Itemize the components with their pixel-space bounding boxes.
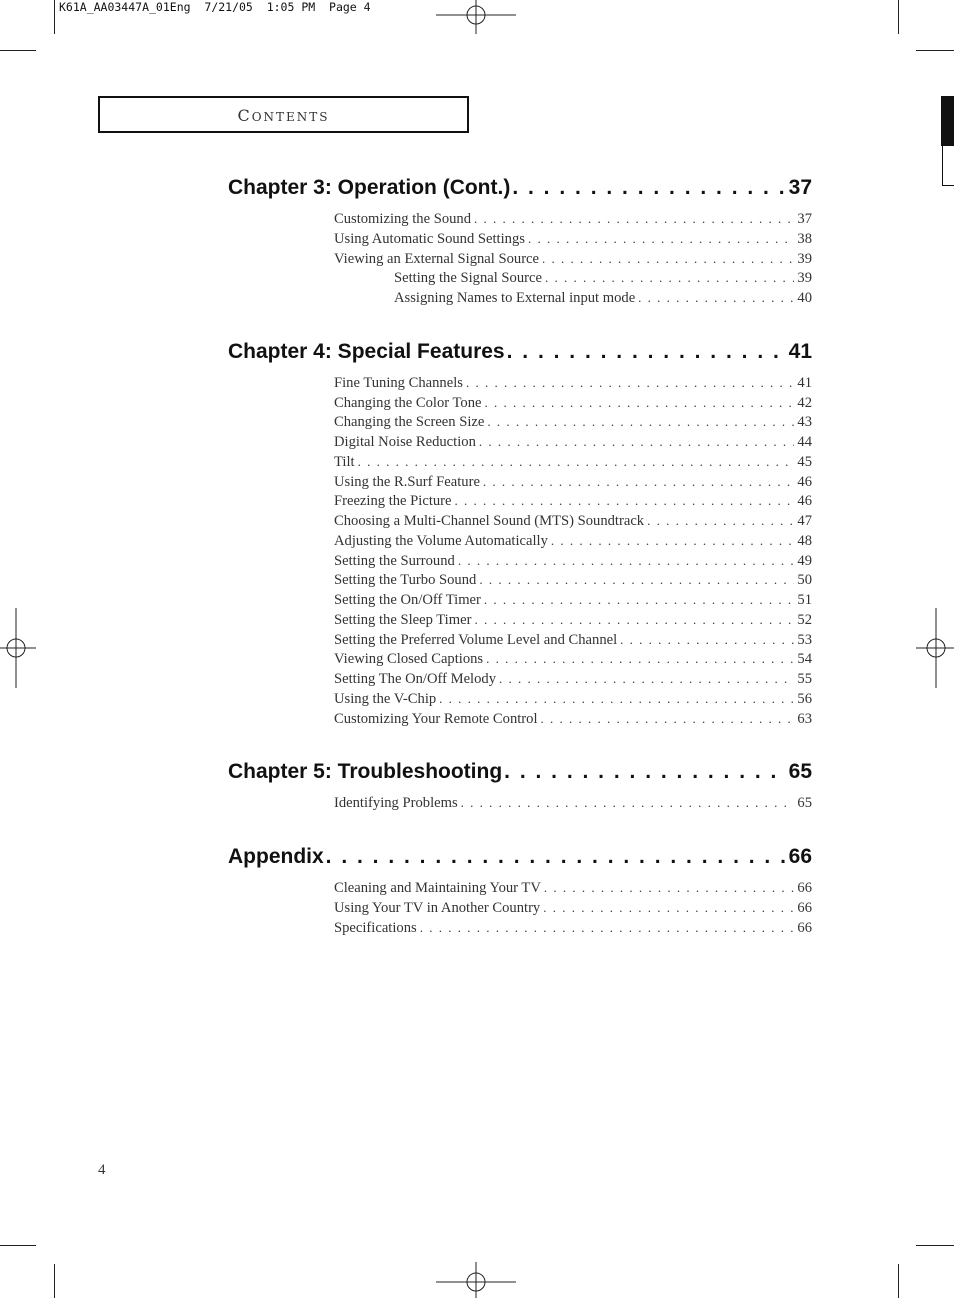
dot-leader — [638, 290, 794, 306]
entry-page: 66 — [797, 880, 812, 896]
entry-label: Viewing an External Signal Source — [334, 250, 540, 267]
dot-leader — [647, 513, 794, 529]
dot-leader — [541, 711, 795, 727]
dot-leader — [620, 632, 794, 648]
chapter-heading[interactable] — [228, 176, 812, 202]
toc-entry[interactable] — [334, 880, 812, 900]
toc-entry[interactable] — [334, 795, 812, 815]
toc-subentry[interactable] — [334, 270, 812, 290]
entry-label: Setting the Surround — [334, 552, 455, 569]
page-title — [100, 106, 467, 125]
section-tab-line — [942, 146, 943, 186]
dot-leader — [542, 251, 794, 267]
entry-label: Using Your TV in Another Country — [334, 899, 541, 916]
toc-entry[interactable] — [334, 553, 812, 573]
entry-label: Setting the On/Off Timer — [334, 592, 481, 608]
dot-leader — [455, 493, 795, 509]
entry-page: 43 — [797, 414, 812, 431]
entry-label: Choosing a Multi-Channel Sound (MTS) Soundtrack — [334, 513, 645, 529]
entry-label: Identifying Problems — [334, 795, 458, 812]
dot-leader — [479, 434, 795, 450]
entry-label: Changing the Color Tone — [334, 394, 482, 411]
entry-page: 42 — [797, 394, 812, 411]
dot-leader — [487, 414, 794, 430]
entry-label: Tilt — [334, 453, 355, 470]
entry-page: 55 — [797, 671, 812, 687]
toc-entry[interactable] — [334, 513, 812, 533]
entry-label: Digital Noise Reduction — [334, 434, 476, 450]
toc-entry[interactable] — [334, 414, 812, 434]
registration-mark-left-icon — [0, 608, 36, 688]
entry-label: Setting the Preferred Volume Level and Channel — [334, 631, 618, 648]
toc-entry[interactable] — [334, 454, 812, 474]
entry-label: Setting the Sleep Timer — [334, 611, 472, 628]
printer-slug: K61A_AA03447A_01Eng 7/21/05 1:05 PM Page 4 — [59, 0, 371, 14]
chapter-title: Chapter 4: Special Features — [228, 339, 505, 363]
toc-entry[interactable] — [334, 691, 812, 711]
dot-leader — [420, 920, 795, 936]
entry-page: 44 — [797, 434, 812, 450]
contents-header-box — [98, 96, 469, 133]
dot-leader — [326, 845, 787, 869]
table-of-contents — [228, 176, 812, 939]
toc-entry[interactable] — [334, 533, 812, 553]
chapter-heading[interactable] — [228, 760, 812, 786]
toc-entry[interactable] — [334, 900, 812, 920]
chapter-title: Chapter 3: Operation (Cont.) — [228, 176, 511, 199]
chapter-page: 65 — [788, 760, 812, 784]
entry-page: 66 — [797, 899, 812, 916]
chapter-title: Appendix — [228, 845, 324, 868]
entry-label: Adjusting the Volume Automatically — [334, 532, 548, 549]
dot-leader — [484, 395, 794, 411]
section-tab — [941, 96, 954, 146]
dot-leader — [486, 651, 794, 667]
entry-page: 47 — [797, 513, 812, 529]
entry-page: 54 — [797, 651, 812, 668]
toc-entry[interactable] — [334, 572, 812, 592]
entry-page: 53 — [797, 631, 812, 648]
toc-entry[interactable] — [334, 651, 812, 671]
entry-label: Changing the Screen Size — [334, 414, 485, 431]
entry-page: 63 — [797, 710, 812, 727]
entry-page: 37 — [797, 211, 812, 227]
entry-label: Viewing Closed Captions — [334, 651, 484, 668]
toc-entry[interactable] — [334, 474, 812, 494]
entry-label: Customizing the Sound — [334, 211, 472, 227]
registration-mark-right-icon — [916, 608, 954, 688]
entry-page: 51 — [797, 592, 812, 608]
chapter-heading[interactable] — [228, 845, 812, 871]
dot-leader — [466, 375, 794, 391]
entry-page: 52 — [797, 611, 812, 628]
page-title-rest: ONTENTS — [251, 110, 330, 124]
chapter-page: 41 — [788, 339, 812, 363]
toc-entry[interactable] — [334, 375, 812, 395]
entry-list — [334, 880, 812, 939]
entry-page: 39 — [797, 270, 812, 287]
entry-page: 66 — [797, 919, 812, 936]
toc-entry[interactable] — [334, 671, 812, 691]
dot-leader — [507, 340, 787, 364]
entry-label: Specifications — [334, 919, 417, 936]
page-number: 4 — [98, 1162, 106, 1178]
toc-section — [228, 340, 812, 731]
entry-label: Using the R.Surf Feature — [334, 473, 480, 490]
dot-leader — [551, 533, 795, 549]
entry-page: 56 — [797, 690, 812, 707]
section-tab-line — [942, 185, 954, 186]
chapter-page: 37 — [788, 176, 812, 199]
chapter-title: Chapter 5: Troubleshooting — [228, 760, 503, 784]
toc-section — [228, 760, 812, 815]
entry-page: 41 — [797, 374, 812, 391]
toc-entry[interactable] — [334, 251, 812, 271]
dot-leader — [479, 572, 794, 588]
entry-label: Freezing the Picture — [334, 493, 452, 510]
toc-section — [228, 176, 812, 310]
entry-list — [334, 211, 812, 310]
entry-page: 46 — [797, 493, 812, 510]
toc-entry[interactable] — [334, 592, 812, 612]
toc-entry[interactable] — [334, 612, 812, 632]
toc-entry[interactable] — [334, 395, 812, 415]
dot-leader — [499, 671, 794, 687]
toc-entry[interactable] — [334, 211, 812, 231]
entry-label: Customizing Your Remote Control — [334, 710, 538, 727]
registration-mark-top-icon — [436, 0, 516, 34]
toc-entry[interactable] — [334, 434, 812, 454]
chapter-heading[interactable] — [228, 340, 812, 366]
dot-leader — [483, 474, 794, 490]
entry-page: 46 — [797, 473, 812, 490]
dot-leader — [504, 760, 786, 784]
dot-leader — [528, 231, 794, 247]
entry-page: 48 — [797, 532, 812, 549]
entry-page: 45 — [797, 453, 812, 470]
toc-section — [228, 845, 812, 939]
dot-leader — [358, 454, 795, 470]
dot-leader — [543, 900, 794, 916]
entry-page: 65 — [797, 795, 812, 812]
entry-page: 40 — [797, 290, 812, 306]
entry-label: Setting the Signal Source — [394, 270, 542, 287]
toc-entry[interactable] — [334, 920, 812, 940]
dot-leader — [544, 880, 795, 896]
entry-page: 38 — [797, 230, 812, 247]
dot-leader — [512, 176, 786, 200]
entry-label: Cleaning and Maintaining Your TV — [334, 880, 541, 896]
chapter-page: 66 — [788, 845, 812, 868]
entry-page: 50 — [797, 572, 812, 589]
registration-mark-bottom-icon — [436, 1262, 516, 1298]
dot-leader — [474, 211, 794, 227]
dot-leader — [461, 795, 795, 811]
dot-leader — [545, 270, 794, 286]
entry-list — [334, 795, 812, 815]
toc-entry[interactable] — [334, 711, 812, 731]
toc-entry[interactable] — [334, 632, 812, 652]
page-title-initial: C — [237, 106, 252, 125]
entry-label: Fine Tuning Channels — [334, 374, 463, 391]
entry-label: Setting the Turbo Sound — [334, 572, 477, 589]
entry-label: Assigning Names to External input mode — [394, 290, 636, 306]
entry-list — [334, 375, 812, 731]
toc-entry[interactable] — [334, 231, 812, 251]
dot-leader — [474, 612, 794, 628]
entry-label: Using Automatic Sound Settings — [334, 230, 525, 247]
entry-label: Setting The On/Off Melody — [334, 671, 497, 687]
dot-leader — [439, 691, 794, 707]
toc-subentry[interactable] — [334, 290, 812, 310]
entry-page: 49 — [797, 552, 812, 569]
dot-leader — [484, 592, 795, 608]
entry-label: Using the V-Chip — [334, 690, 437, 707]
entry-page: 39 — [797, 250, 812, 267]
toc-entry[interactable] — [334, 493, 812, 513]
dot-leader — [458, 553, 795, 569]
